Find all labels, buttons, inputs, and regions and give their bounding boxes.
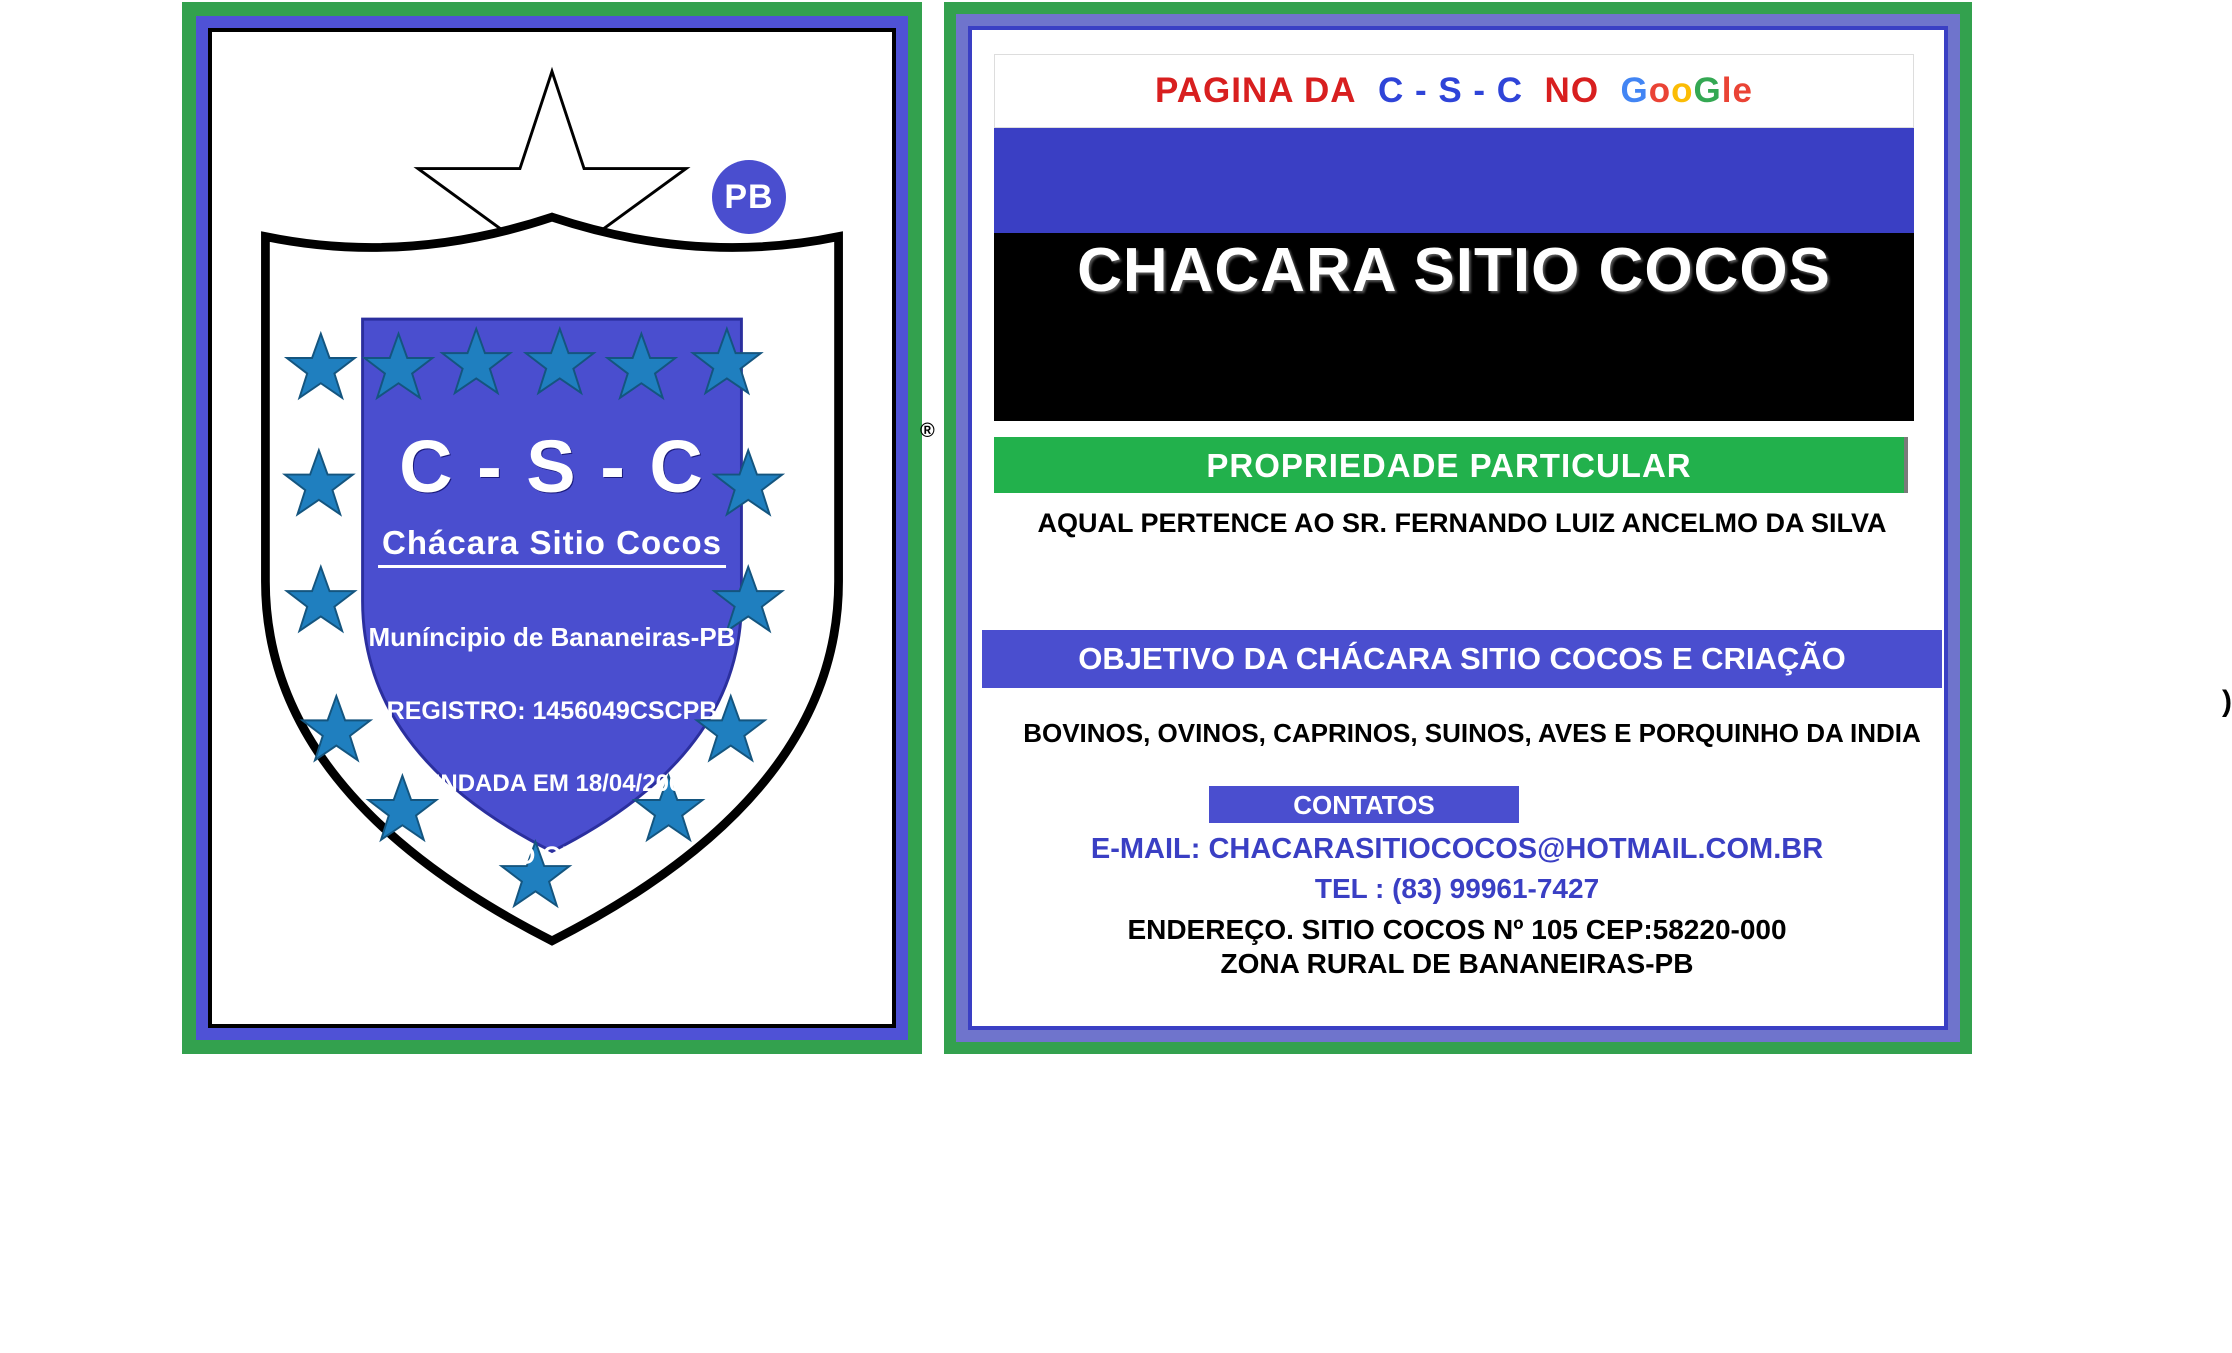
contact-phone[interactable]: TEL : (83) 99961-7427 <box>1314 873 1600 904</box>
contact-email[interactable]: E-MAIL: CHACARASITIOCOCOS@HOTMAIL.COM.BR <box>1090 833 1824 865</box>
crest-registration: REGISTRO: 1456049CSCPB <box>386 697 718 725</box>
google-logo-letter-l: l <box>1721 71 1733 110</box>
info-card-blue-frame <box>956 14 2232 1042</box>
crest-municipality: Muníncipio de Bananeiras-PB <box>368 622 736 652</box>
google-heading-part3: NO <box>1544 71 1600 110</box>
contact-address-line-2: ZONA RURAL DE BANANEIRAS-PB <box>1220 948 1694 979</box>
crest-card-white-area <box>208 28 935 1028</box>
contacts-label: CONTATOS <box>1293 790 1435 820</box>
info-card-white-area <box>968 26 2232 1030</box>
google-logo-letter-o2: o <box>1671 71 1694 110</box>
google-logo-letter-o1: o <box>1648 71 1672 110</box>
crest-card-blue-frame <box>196 16 935 1040</box>
google-logo-letter-g1: G <box>1620 71 1649 110</box>
property-type-label: PROPRIEDADE PARTICULAR <box>1206 447 1692 484</box>
registered-mark-icon: ® <box>920 420 935 442</box>
crest-card <box>182 2 935 1054</box>
crest-logo-label: LOGO OFICIAL <box>461 842 643 870</box>
banner-title: CHACARA SITIO COCOS <box>1077 236 1831 305</box>
crest-subtitle: Chácara Sitio Cocos <box>378 524 726 568</box>
animals-list: BOVINOS, OVINOS, CAPRINOS, SUINOS, AVES E PORQUINHO DA INDIA <box>1023 718 1921 748</box>
crest-founded: FUNDADA EM 18/04/2000 <box>408 770 696 797</box>
owner-line: AQUAL PERTENCE AO SR. FERNANDO LUIZ ANCELMO DA SILVA <box>1037 508 1887 538</box>
objective-label: OBJETIVO DA CHÁCARA SITIO COCOS E CRIAÇÃO <box>1078 641 1846 676</box>
crest-title: C - S - C <box>399 425 705 508</box>
google-page-heading <box>994 54 1914 128</box>
google-heading-part1: PAGINA DA <box>1155 71 1357 110</box>
google-heading-part2: C - S - C <box>1377 71 1524 110</box>
info-card <box>944 2 2232 1054</box>
contact-address-line-1: ENDEREÇO. SITIO COCOS Nº 105 CEP:58220-000 <box>1127 914 1787 945</box>
google-logo-letter-g2: G <box>1693 71 1722 110</box>
objective-trailing-mark: ) <box>2222 685 2232 718</box>
banner-blue-strip <box>994 128 1914 233</box>
google-logo-letter-e: e <box>1732 71 1753 110</box>
pb-badge: PB <box>712 160 786 234</box>
